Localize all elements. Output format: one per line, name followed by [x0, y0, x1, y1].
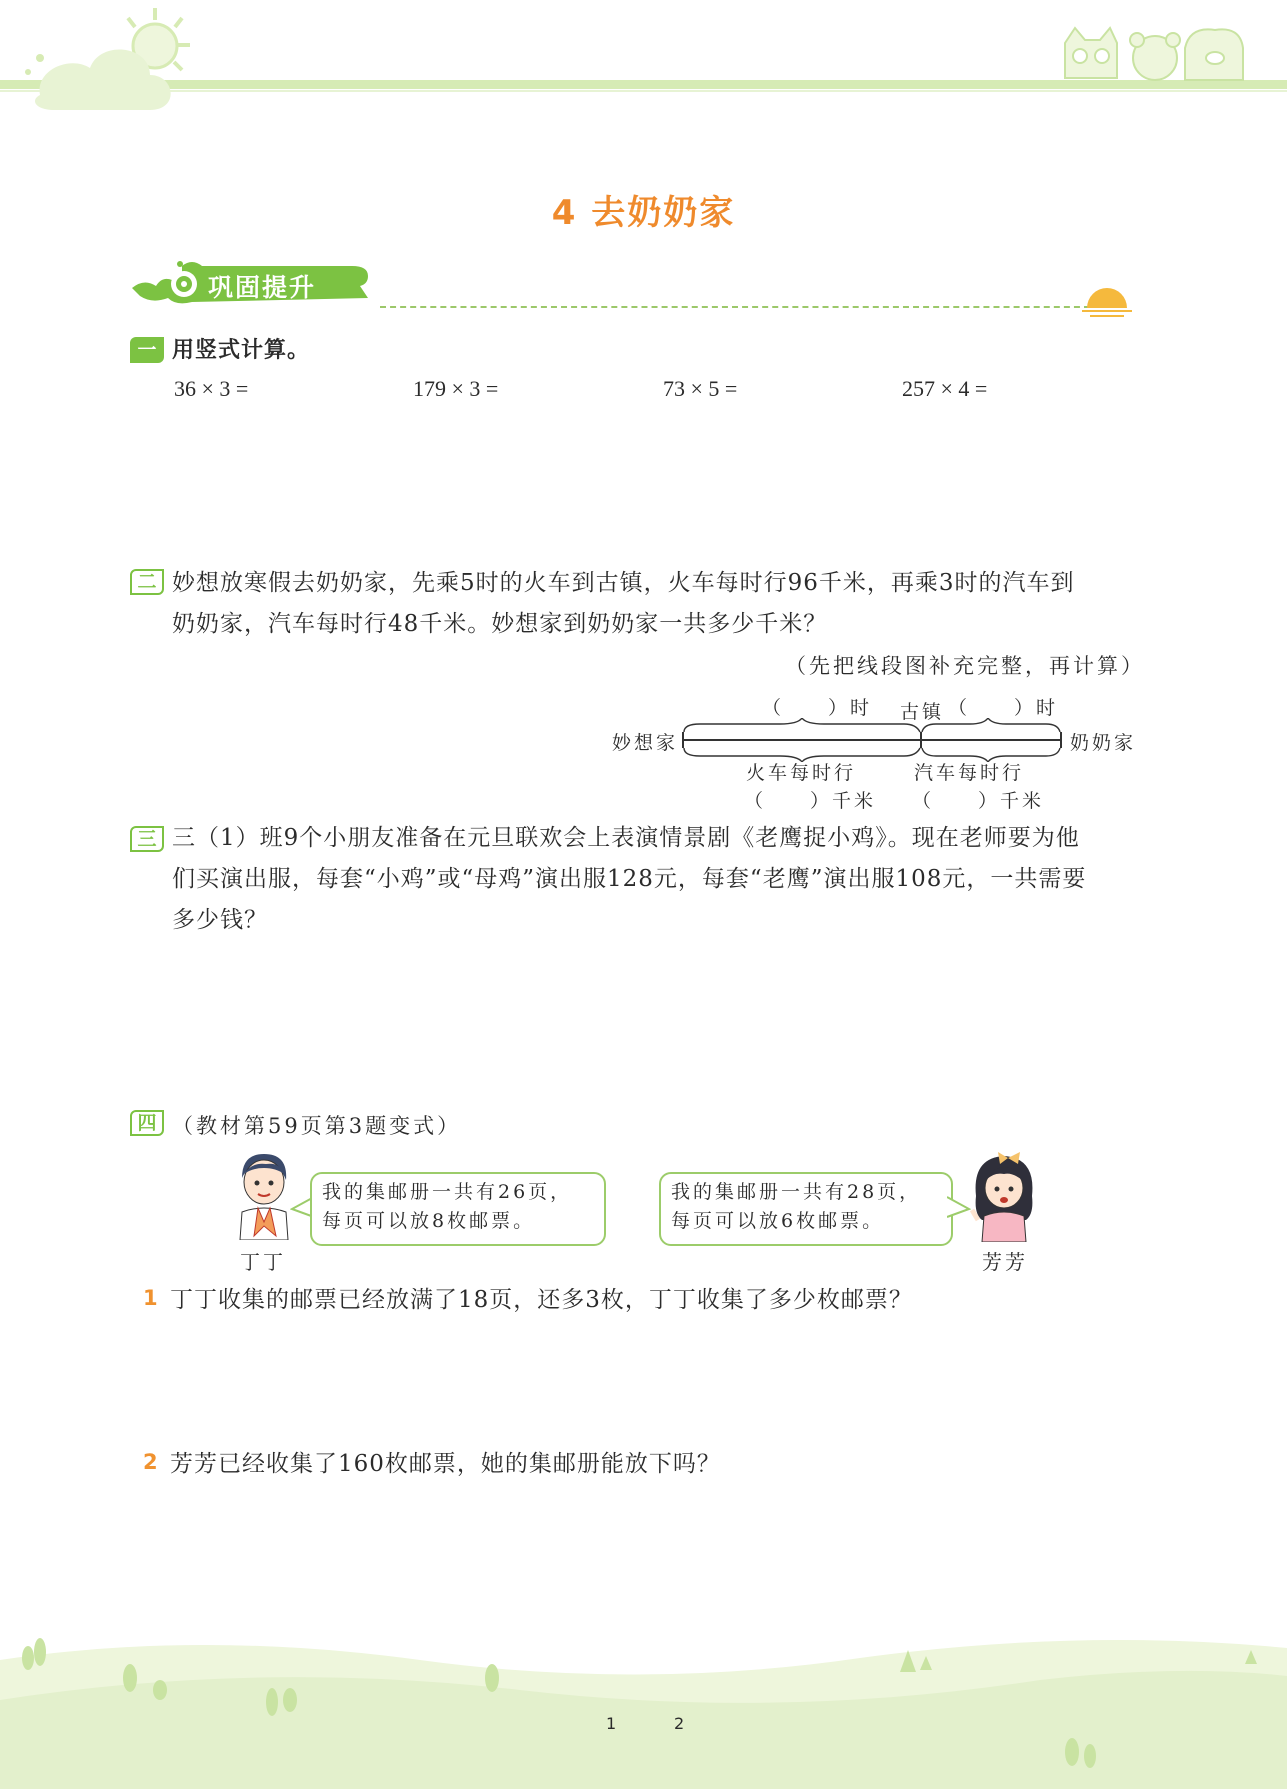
diagram-speed-2-blank: （ ）千米 [912, 790, 1045, 812]
q3-line-1: 三（1）班9个小朋友准备在元旦联欢会上表演情景剧《老鹰捉小鸡》。现在老师要为他 [172, 825, 1080, 851]
subquestion-number-2: 2 [143, 1450, 158, 1474]
calc-problem: 179 × 3 = [413, 376, 499, 401]
animal-faces-decoration [1055, 18, 1255, 84]
girl-name: 芳芳 [982, 1250, 1028, 1274]
q2-line-1: 妙想放寒假去奶奶家，先乘5时的火车到古镇，火车每时行96千米，再乘3时的汽车到 [172, 570, 1075, 596]
calc-problem: 73 × 5 = [663, 376, 738, 401]
brace-train-top [684, 718, 920, 732]
subquestion-text-1: 丁丁收集的邮票已经放满了18页，还多3枚，丁丁收集了多少枚邮票？ [170, 1287, 913, 1313]
page-number-right: 2 [674, 1714, 685, 1733]
boy-bubble-line-1: 我的集邮册一共有26页， [322, 1181, 573, 1203]
subquestion-number-1: 1 [143, 1286, 158, 1310]
boy-dingding-illustration [232, 1150, 296, 1240]
question-badge-2: 二 [130, 569, 164, 595]
calc-problem: 257 × 4 = [902, 376, 988, 401]
subquestion-text-2: 芳芳已经收集了160枚邮票，她的集邮册能放下吗？ [170, 1451, 721, 1477]
question-badge-1: 一 [130, 337, 164, 363]
boy-bubble-line-2: 每页可以放8枚邮票。 [322, 1210, 536, 1232]
boy-speech-bubble [310, 1172, 606, 1246]
segment-diagram [680, 718, 1065, 762]
q4-source: （教材第59页第3题变式） [172, 1114, 462, 1138]
q2-hint: （先把线段图补充完整，再计算） [785, 654, 1145, 678]
diagram-middle-label: 古镇 [900, 701, 945, 723]
q3-line-2: 们买演出服，每套“小鸡”或“母鸡”演出服128元，每套“老鹰”演出服108元，一共需要 [172, 866, 1087, 892]
girl-bubble-line-2: 每页可以放6枚邮票。 [671, 1210, 885, 1232]
diagram-speed-1-title: 火车每时行 [746, 762, 857, 784]
sun-cloud-decoration [0, 0, 220, 120]
girl-bubble-line-1: 我的集邮册一共有28页， [671, 1181, 922, 1203]
question-badge-4: 四 [130, 1110, 164, 1136]
diagram-time-1: （ ）时 [762, 697, 873, 719]
calc-problem: 36 × 3 = [174, 376, 249, 401]
banner-divider [380, 306, 1090, 308]
page-title: 4 去奶奶家 [551, 193, 736, 233]
diagram-right-label: 奶奶家 [1070, 732, 1137, 754]
q2-line-2: 奶奶家，汽车每时行48千米。妙想家到奶奶家一共多少千米？ [172, 611, 828, 637]
brace-bus-top [922, 718, 1060, 732]
boy-name: 丁丁 [240, 1250, 286, 1274]
question-badge-3: 三 [130, 826, 164, 852]
girl-fangfang-illustration [968, 1150, 1040, 1242]
hills-decoration [0, 1620, 1287, 1789]
sunset-icon [1082, 286, 1132, 320]
page-number-left: 1 [606, 1714, 617, 1733]
q3-line-3: 多少钱？ [172, 907, 268, 933]
girl-speech-bubble [659, 1172, 953, 1246]
section-banner [132, 258, 372, 310]
diagram-left-label: 妙想家 [612, 732, 679, 754]
diagram-speed-1-blank: （ ）千米 [744, 790, 877, 812]
q1-prompt: 用竖式计算。 [172, 338, 311, 363]
section-banner-label: 巩固提升 [208, 273, 317, 302]
diagram-speed-2-title: 汽车每时行 [914, 762, 1025, 784]
diagram-time-2: （ ）时 [948, 697, 1059, 719]
